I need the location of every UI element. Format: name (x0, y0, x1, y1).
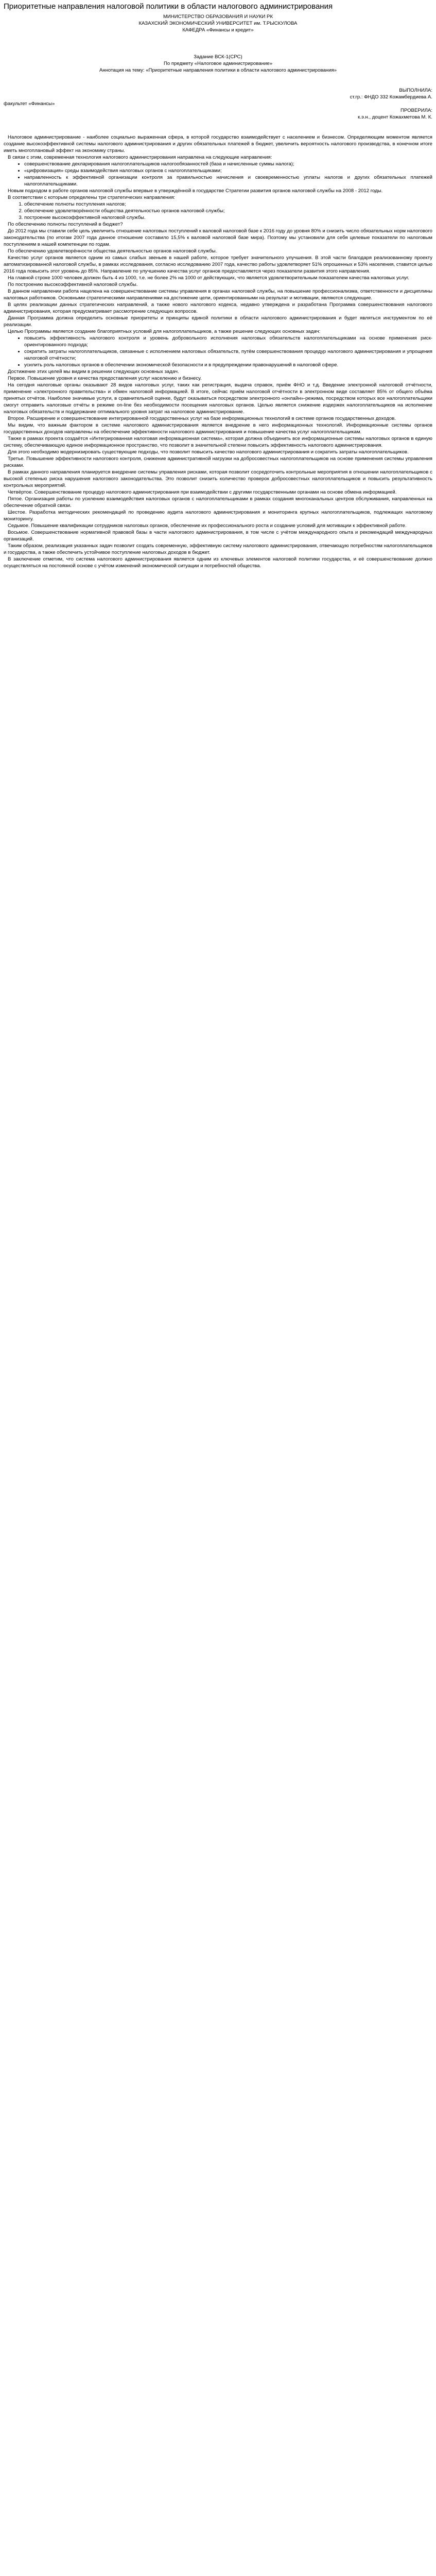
list-item: 3. построение высокоэффективной налоговой службы. (24, 214, 432, 221)
bullet-list (4, 161, 432, 188)
paragraph: ПРОВЕРИЛА: (400, 108, 432, 113)
spacer (4, 80, 432, 87)
list-item: • совершенствование декларирования налогоплательщиков налогообязанностей (база и начисленные суммы налога); (24, 161, 432, 167)
list-item: • «цифровизация» среды взаимодействия налоговых органов с налогоплательщиками; (24, 167, 432, 174)
bullet-list (4, 335, 432, 368)
paragraph: Таким образом, реализация указанных задач позволит создать современную, эффективную систему налогового администрирования, отвечающую потребностям налогоплательщиков и государства, а также обеспечить устойчивое поступление налоговых доходов в бюджет. (4, 543, 432, 555)
list-item: • направленность к эффективной организации контроля за правильностью начисления и своевременностью уплаты налогов и других обязательных платежей налогоплательщиками. (24, 174, 432, 188)
spacer (4, 74, 432, 80)
paragraph: Пятое. Организация работы по усилению взаимодействия налоговых органов с налогоплательщиками в рамках создания многоканальных центров обслуживания, направленных на обеспечение обратной связи. (4, 496, 432, 509)
paragraph: Достижение этих целей мы видим в решении следующих основных задач. (8, 369, 179, 375)
paragraph: Третье. Повышение эффективности налогового контроля, снижение административной нагрузки на добросовестных налогоплательщиков на основе применения системы управления рисками. (4, 456, 432, 468)
numbered-list (4, 201, 432, 221)
paragraph: Качество услуг органов является одним из самых слабых звеньев в нашей работе, которое требует значительного улучшения. В этой части благодаря реализованному проекту автоматизированной налоговой службы, в рамках исследования, согласно исследованию 2007 года, качество работы удовлетворяет 51% опрошенных и 53% населения, ставится целью 2016 года повысить этот уровень до 85%. Направление по улучшению качества услуг органов предоставляется через показатели развития этого направления. (4, 255, 432, 274)
document (0, 0, 436, 569)
paragraph: Второе. Расширение и совершенствование интегрированной государственных услуг на базе информационных технологий в системе органов государственных доходов. (8, 416, 396, 421)
paragraph: По предмету «Налоговое администрирование» (163, 61, 273, 66)
paragraph: Первое. Повышение уровня и качества предоставления услуг населению и бизнесу. (8, 376, 202, 381)
list-item: • усилить роль налоговых органов в обеспечении экономической безопасности и в предупреждении правонарушений в налоговой сфере. (24, 362, 432, 368)
spacer (4, 47, 432, 54)
paragraph: Целью Программы является создание благоприятных условий для налогоплательщиков, а также решение следующих основных задач: (8, 329, 321, 334)
paragraph: Задание ВСК-1(СРС) (194, 54, 242, 60)
spacer (4, 121, 432, 127)
paragraph: к.э.н., доцент Кожахметова М. К. (358, 114, 432, 120)
paragraph: По построению высокоэффективной налоговой службы. (8, 282, 138, 287)
paragraph: КАФЕДРА «Финансы и кредит» (182, 27, 254, 33)
paragraph: В связи с этим, современная технология налогового администрирования направлена на следующие направления: (8, 155, 272, 160)
paragraph: Налоговое администрирование - наиболее социально выраженная сфера, в которой государство взаимодействует с населением и бизнесом. Определяющим моментом является создание высокоэффективной системы налогового администрирования и других обязательных платежей в бюджет, увеличить вероятность налогового производства, в конечном итоге иметь многоплановый эффект на экономику страны. (4, 134, 432, 154)
paragraph: ВЫПОЛНИЛА: (399, 88, 432, 93)
paragraph: По обеспечению полноты поступлений в бюджет? (8, 222, 123, 227)
paragraph: Седьмое. Повышение квалификации сотрудников налоговых органов, обеспечение их профессионального роста и создание условий для мотивации к эффективной работе. (8, 523, 407, 529)
list-item: 1. обеспечение полноты поступления налогов; (24, 201, 432, 208)
paragraph: Данная Программа должна определить основные приоритеты и принципы единой политики в области налогового администрирования и будет являться инструментом по её реализации. (4, 315, 432, 328)
paragraph: До 2012 года мы ставили себе цель увеличить отношение налоговых поступлений к валовой налоговой базе к 2016 году до уровня 80% и снизить число обязательных норм налогового законодательства (по итогам 2007 года данное отношение составило 15,5% к валовой налоговой базе мира). Поэтому мы установили для себя целевые показатели по налоговым поступлениям в нашей компетенции по годам. (4, 228, 432, 247)
paragraph: Новым подходом в работе органов налоговой службы впервые в утверждённой в государстве Стратегии развития органов налоговой службы на 2008 - 2012 годы. (8, 188, 383, 194)
document-body (4, 13, 432, 569)
paragraph: В целях реализации данных стратегических направлений, а также нового налогового кодекса, недавно утверждена и разработана Программа совершенствования налогового администрирования, которая предусматривает рассмотрение следующих вопросов. (4, 302, 432, 314)
paragraph: Четвёртое. Совершенствование процедур налогового администрирования при взаимодействии с другими государственными органами на основе обмена информацией. (8, 489, 397, 495)
paragraph: Также в рамках проекта создаётся «Интегрированная налоговая информационная система», которая должна объединить все информационные системы налоговых органов в единую систему, обеспечивающую единое информационное пространство, что позволит в значительной степени повысить эффективность налогового администрирования. (4, 436, 432, 448)
paragraph: ст.гр.: ФНДО 332 Кожамбердиева А. (350, 94, 432, 100)
spacer (4, 40, 432, 47)
paragraph: Восьмое. Совершенствование нормативной правовой базы в части налогового администрирования, в том числе с учётом международного опыта и рекомендаций международных организаций. (4, 530, 432, 542)
paragraph: В заключение отметим, что система налогового администрирования является одним из ключевых элементов налоговой политики государства, и её совершенствование должно осуществляться на постоянной основе с учётом изменений экономической ситуации и потребностей общества. (4, 556, 432, 569)
list-item: • сократить затраты налогоплательщиков, связанные с исполнением налоговых обязательств, путём совершенствования процедур налогового администрирования и упрощения налоговой отчётности; (24, 348, 432, 362)
paragraph: На главной строке 1000 человек должен быть 4 из 1000, т.е. не более 2% на 1000 от действующих, что является удовлетворительным показателем качества налоговых услуг. (8, 275, 409, 281)
paragraph: МИНИСТЕРСТВО ОБРАЗОВАНИЯ И НАУКИ РК (163, 14, 273, 20)
paragraph: Шестое. Разработка методических рекомендаций по проведению аудита налогового администрирования и мониторинга крупных налогоплательщиков, подлежащих налоговому мониторингу. (4, 510, 432, 522)
spacer (4, 33, 432, 40)
list-item: • повысить эффективность налогового контроля и уровень добровольного исполнения налоговых обязательств налогоплательщиками на основе применения риск-ориентированного подхода; (24, 335, 432, 348)
paragraph: В данном направлении работа нацелена на совершенствование системы управления в органах налоговой службы, на повышение профессионализма, ответственности и дисциплины налоговых работников. Основными стратегическими направлениями на достижение цели, ориентированными на результат и мотивации, являются следующие. (4, 289, 432, 301)
paragraph: КАЗАХСКИЙ ЭКОНОМИЧЕСКИЙ УНИВЕРСИТЕТ им. Т.РЫСКУЛОВА (138, 21, 298, 26)
list-item: 2. обеспечение удовлетворённости общества деятельностью органов налоговой службы; (24, 208, 432, 214)
page-title: Приоритетные направления налоговой политики в области налогового администрирования (4, 2, 333, 11)
paragraph: На сегодня налоговые органы оказывают 28 видов налоговых услуг, таких как регистрация, выдача справок, приём ФНО и т.д. Введение электронной налоговой отчётности, применение «электронного правительства» и обмен налоговой информацией. В итоге, сейчас приём налоговой отчётности в электронном виде составляет 85% от общего объёма принятых отчётов. Наиболее значимые услуги, в сравнительной оценке, будут оказываться посредством электронного «онлайн»-режима, посредством которых все налогоплательщики смогут отправить налоговые отчёты в режиме on-line без необходимости посещения налоговых органов. Целью является снижение издержек налогоплательщиков на исполнение налоговых обязательств и поддержание оптимального уровня затрат на налоговое администрирование. (4, 382, 432, 415)
paragraph: факультет «Финансы» (4, 101, 55, 107)
spacer (4, 127, 432, 134)
paragraph: В рамках данного направления планируется внедрение системы управления рисками, которая позволит сосредоточить контрольные мероприятия в отношении налогоплательщиков с высокой степенью риска нарушения налогового законодательства. Это позволит снизить количество проверок добросовестных налогоплательщиков и повысить результативность контрольных мероприятий. (4, 469, 432, 488)
paragraph: В соответствии с которым определены три стратегических направления: (8, 195, 176, 200)
paragraph: Аннотация на тему: «Приоритетные направления политики в области налогового администрирования» (99, 67, 337, 73)
paragraph: По обеспечению удовлетворённости общества деятельностью органов налоговой службы. (8, 248, 217, 254)
paragraph: Для этого необходимо модернизировать существующие подходы, что позволит повысить качество налогового администрирования и сократить затраты налогоплательщиков. (8, 449, 409, 455)
paragraph: Мы видим, что важным фактором в системе налогового администрирования является внедрение в него информационных технологий. Информационные системы органов государственных доходов направлены на обеспечение эффективности налогового администрирования и повышение качества услуг налогоплательщикам. (4, 422, 432, 435)
